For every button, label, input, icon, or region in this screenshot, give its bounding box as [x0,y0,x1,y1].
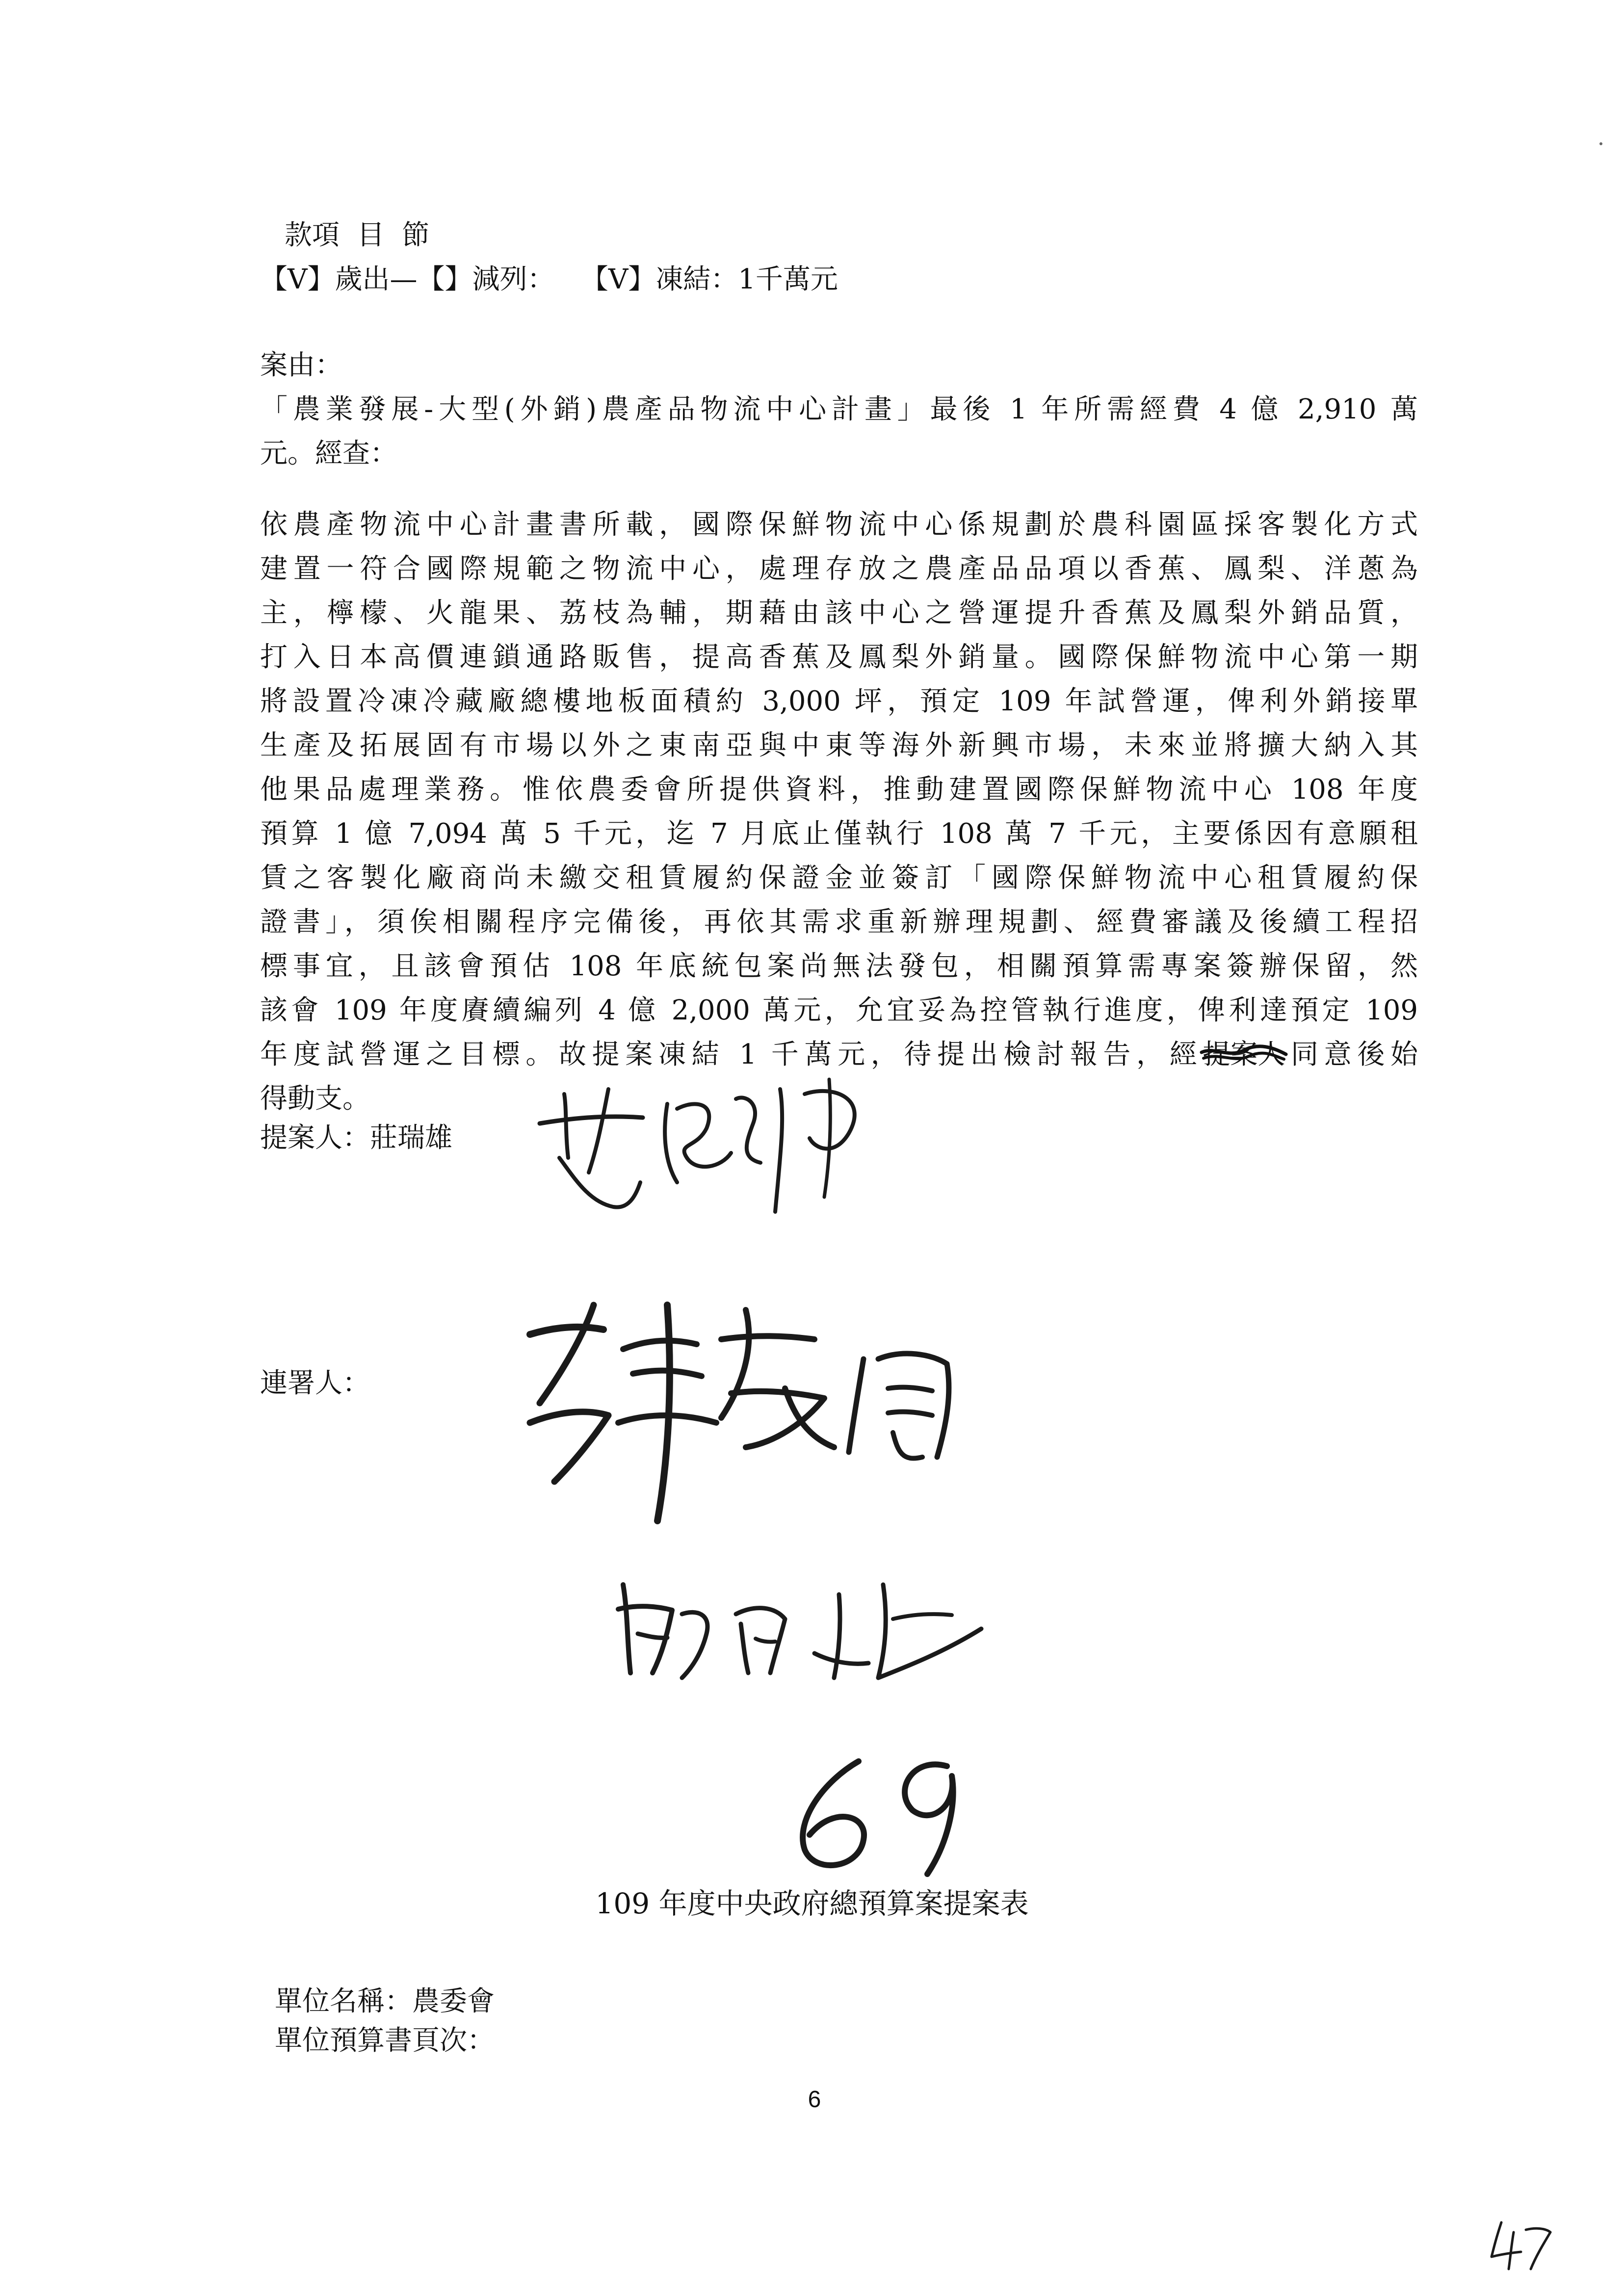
proposer-signature [530,1060,873,1222]
body-line: 他果品處理業務。惟依農委會所提供資料，推動建置國際保鮮物流中心 108 年度 [260,774,1418,806]
freeze-checkbox-line: 【V】歲出—【】減列： 【V】凍結：1千萬元 [260,263,838,295]
body-paragraph [260,503,1418,1121]
body-line: 將設置冷凍冷藏廠總樓地板面積約 3,000 坪，預定 109 年試營運，俾利外銷接單 [260,685,1418,717]
body-line: 得動支。 [260,1083,370,1115]
body-line: 主，檸檬、火龍果、荔枝為輔，期藉由該中心之營運提升香蕉及鳳梨外銷品質， [260,597,1418,629]
body-line-part: 同意後始 [1285,1039,1418,1070]
reason-label: 案由： [260,349,342,381]
cosigner-label: 連署人： [260,1367,370,1399]
body-line: 賃之客製化廠商尚未繳交租賃履約保證金並簽訂「國際保鮮物流中心租賃履約保 [260,862,1418,894]
unit-budget-page: 單位預算書頁次： [275,2025,495,2057]
body-line: 打入日本高價連鎖通路販售，提高香蕉及鳳梨外銷量。國際保鮮物流中心第一期 [260,641,1418,673]
scan-speck [1599,142,1602,145]
body-line: 生產及拓展固有市場以外之東南亞與中東等海外新興市場，未來並將擴大納入其 [260,730,1418,761]
scribble-strike-mark [1200,1036,1288,1075]
struck-text [1203,1033,1285,1077]
cosigner-signature-2 [608,1555,1030,1702]
body-line: 證書」，須俟相關程序完備後，再依其需求重新辦理規劃、經費審議及後續工程招 [260,906,1418,938]
item-header: 款項 目 節 [285,219,430,251]
unit-name: 單位名稱：農委會 [275,1985,495,2017]
corner-handwritten-mark [1487,2218,1555,2271]
reason-line: 「農業發展-大型(外銷)農產品物流中心計畫」最後 1 年所需經費 4 億 2,910 萬 [260,393,1418,425]
reason-line: 元。經查： [260,438,397,470]
handwritten-number [785,1751,991,1879]
body-line: 該會 109 年度賡續編列 4 億 2,000 萬元，允宜妥為控管執行進度，俾利達預定 109 [260,994,1418,1026]
body-line: 依農產物流中心計畫書所載，國際保鮮物流中心係規劃於農科園區採客製化方式 [260,509,1418,541]
body-line-part: 年度試營運之目標。故提案凍結 1 千萬元，待提出檢討報告，經 [260,1039,1203,1070]
page-number: 6 [808,2087,821,2113]
body-line: 標事宜，且該會預估 108 年底統包案尚無法發包，相關預算需專案簽辦保留，然 [260,950,1418,982]
body-line: 預算 1 億 7,094 萬 5 千元，迄 7 月底止僅執行 108 萬 7 千元，主要係因有意願租 [260,818,1418,850]
reason-paragraph [260,388,1418,476]
cosigner-signature-1 [510,1276,1025,1550]
body-line: 建置一符合國際規範之物流中心，處理存放之農產品品項以香蕉、鳳梨、洋蔥為 [260,553,1418,585]
proposer-label: 提案人：莊瑞雄 [260,1122,452,1154]
struck-text-content: 提案人 [1203,1039,1285,1070]
form-title: 109 年度中央政府總預算案提案表 [595,1887,1029,1920]
